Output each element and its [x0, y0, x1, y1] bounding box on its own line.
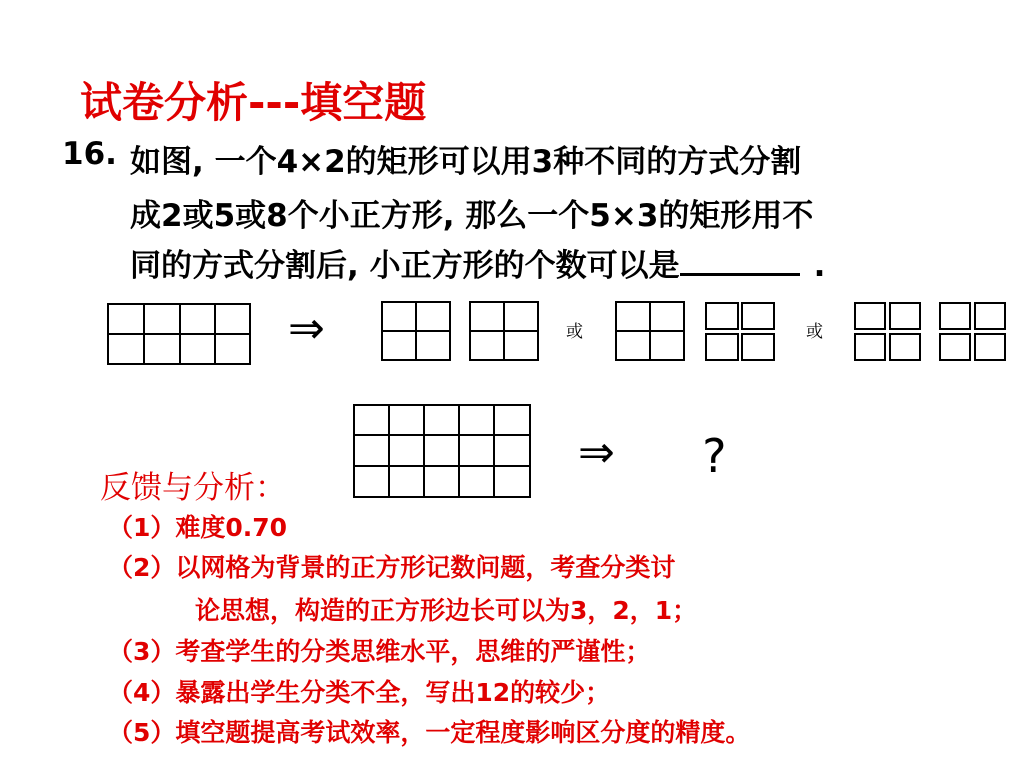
grid-5x3: [354, 405, 530, 497]
or-label-2: 或: [806, 322, 823, 342]
grid-4x2: [108, 304, 250, 364]
split-option-2-squares: [382, 302, 538, 360]
feedback-item-1: （1）难度0.70: [108, 513, 288, 542]
feedback-item-4: （4）暴露出学生分类不全，写出12的较少；: [108, 678, 611, 707]
arrow-icon: ⇒: [288, 303, 325, 354]
split-option-5-squares: [616, 302, 774, 360]
or-label-1: 或: [566, 322, 583, 342]
question-line-3-text: 同的方式分割后, 小正方形的个数可以是: [130, 248, 680, 284]
feedback-item-3: （3）考查学生的分类思维水平，思维的严谨性；: [108, 637, 651, 666]
question-line-3-end: .: [813, 248, 826, 284]
question-number: 16.: [62, 136, 117, 172]
arrow-icon-2: ⇒: [578, 427, 615, 478]
question-line-1: 如图, 一个4×2的矩形可以用3种不同的方式分割: [130, 144, 802, 180]
question-mark: ?: [700, 429, 728, 483]
page-title: 试卷分析---填空题: [80, 78, 427, 127]
feedback-heading: 反馈与分析：: [100, 470, 286, 506]
feedback-item-5: （5）填空题提高考试效率，一定程度影响区分度的精度。: [108, 718, 751, 747]
feedback-item-2-cont: 论思想，构造的正方形边长可以为3，2，1；: [195, 596, 698, 625]
feedback-item-2: （2）以网格为背景的正方形记数问题，考查分类讨: [108, 553, 676, 582]
question-line-2: 成2或5或8个小正方形, 那么一个5×3的矩形用不: [130, 198, 814, 234]
split-option-8-squares: [855, 303, 1005, 360]
